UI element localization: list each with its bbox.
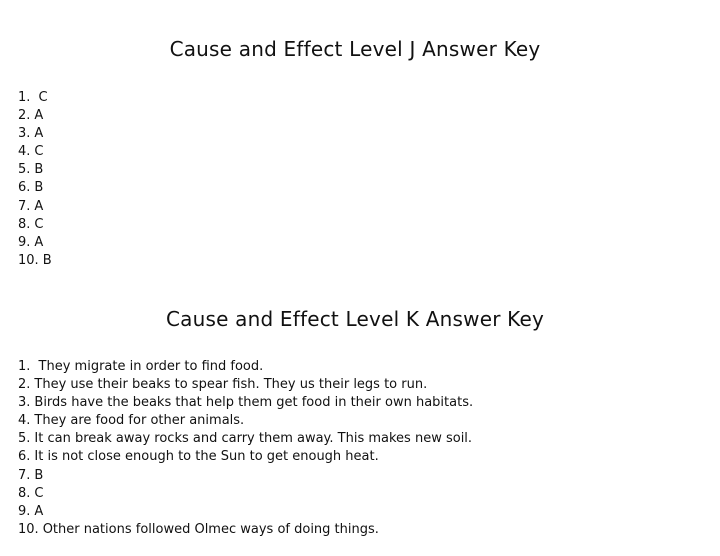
level-j-answer-item — [18, 161, 52, 179]
level-j-answer-text: C — [34, 90, 48, 105]
level-j-answer-text: B — [42, 252, 52, 268]
level-j-answer-item — [18, 143, 52, 161]
level-k-answer-item — [18, 430, 473, 448]
level-j-answer-item — [18, 89, 52, 107]
level-j-answer-number: 10. — [18, 252, 39, 268]
level-k-answer-text: A — [34, 503, 44, 519]
level-k-answer-number: 4. — [18, 413, 31, 429]
level-j-answer-text: A — [34, 108, 44, 124]
level-j-answer-text: C — [34, 144, 44, 160]
level-j-answer-text: A — [34, 126, 44, 142]
level-k-answer-text: Birds have the beaks that help them get food in their own habitats. — [34, 395, 474, 411]
level-j-answer-item — [18, 179, 52, 197]
level-j-answer-number: 4. — [18, 144, 31, 160]
level-k-answer-item — [18, 394, 473, 412]
level-k-answer-item — [18, 358, 473, 376]
level-k-answer-item — [18, 376, 473, 394]
level-k-answer-text: They are food for other animals. — [34, 413, 245, 429]
level-j-answer-item — [18, 107, 52, 125]
level-k-answer-number: 8. — [18, 485, 31, 501]
level-k-answer-text: It is not close enough to the Sun to get enough heat. — [34, 449, 379, 465]
level-k-answer-number: 5. — [18, 431, 31, 447]
level-k-answer-text: They migrate in order to find food. — [34, 359, 264, 374]
level-k-answer-number: 10. — [18, 521, 39, 537]
level-j-answer-number: 9. — [18, 234, 31, 250]
level-k-answer-text: Other nations followed Olmec ways of doing things. — [42, 521, 379, 537]
level-j-answer-item — [18, 125, 52, 143]
level-j-answer-item — [18, 198, 52, 216]
level-j-answer-text: A — [34, 198, 44, 214]
level-k-answer-number: 6. — [18, 449, 31, 465]
level-j-answer-text: B — [34, 180, 44, 196]
level-j-answer-number: 2. — [18, 108, 31, 124]
level-k-answer-number: 9. — [18, 503, 31, 519]
level-j-answer-number: 1. — [18, 90, 31, 105]
level-k-answer-number: 3. — [18, 395, 31, 411]
level-k-answer-text: C — [34, 485, 44, 501]
level-k-answer-text: It can break away rocks and carry them away. This makes new soil. — [34, 431, 473, 447]
level-j-answer-number: 7. — [18, 198, 31, 214]
level-k-answer-list — [18, 358, 473, 539]
level-k-answer-item — [18, 467, 473, 485]
level-k-answer-number: 7. — [18, 467, 31, 483]
level-k-answer-item — [18, 448, 473, 466]
level-k-answer-number: 1. — [18, 359, 31, 374]
level-j-answer-item — [18, 234, 52, 252]
level-j-answer-text: C — [34, 216, 44, 232]
level-j-answer-number: 3. — [18, 126, 31, 142]
level-j-answer-number: 6. — [18, 180, 31, 196]
level-j-answer-number: 8. — [18, 216, 31, 232]
level-j-answer-list — [18, 89, 52, 270]
level-k-answer-number: 2. — [18, 377, 31, 393]
level-k-answer-item — [18, 412, 473, 430]
level-j-answer-text: A — [34, 234, 44, 250]
level-k-title: Cause and Effect Level K Answer Key — [165, 307, 545, 331]
level-k-answer-text: They use their beaks to spear fish. They us their legs to run. — [34, 377, 428, 393]
level-j-answer-item — [18, 216, 52, 234]
level-j-answer-item — [18, 252, 52, 270]
level-j-answer-text: B — [34, 162, 44, 178]
level-k-answer-item — [18, 503, 473, 521]
level-k-answer-item — [18, 485, 473, 503]
level-j-answer-number: 5. — [18, 162, 31, 178]
level-j-title: Cause and Effect Level J Answer Key — [169, 37, 541, 61]
level-k-answer-item — [18, 521, 473, 539]
level-k-answer-text: B — [34, 467, 44, 483]
